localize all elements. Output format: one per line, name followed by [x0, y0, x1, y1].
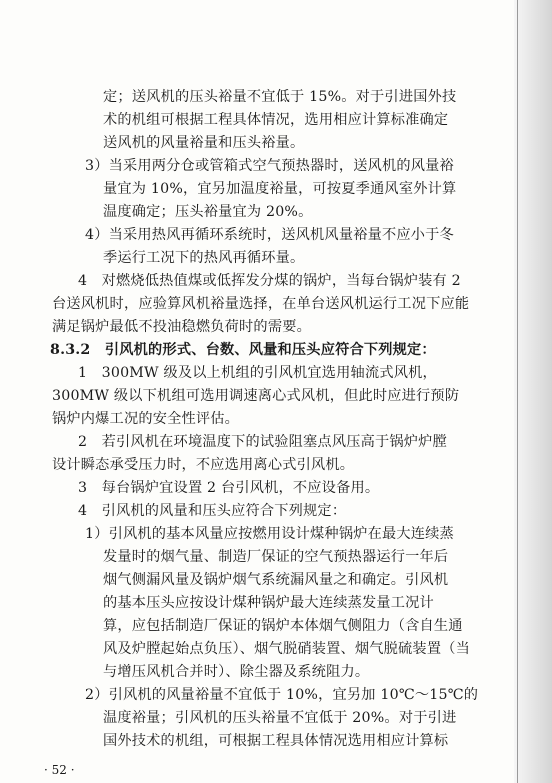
text-line: 300MW 级以下机组可选用调速离心式风机，但此时应进行预防: [52, 388, 460, 404]
text-line: 量宜为 10%，宜另加温度裕量，可按夏季通风室外计算: [103, 181, 457, 197]
text-line: 台送风机时，应验算风机裕量选择，在单台送风机运行工况下应能: [52, 296, 470, 312]
paragraph-start: 3 每台锅炉宜设置 2 台引风机，不应设备用。: [78, 480, 380, 496]
page-edge-line: [517, 0, 518, 783]
paragraph-start: 2 若引风机在环境温度下的试验阻塞点风压高于锅炉炉膛: [78, 434, 447, 450]
section-heading: 8.3.2 引风机的形式、台数、风量和压头应符合下列规定：: [50, 342, 436, 358]
text-line: 设计瞬态承受压力时，不应选用离心式引风机。: [52, 457, 355, 473]
text-line: 送风机的风量裕量和压头裕量。: [103, 135, 305, 151]
list-item: 1）引风机的基本风量应按燃用设计煤种锅炉在最大连续蒸: [85, 526, 454, 542]
page-number: · 52 ·: [44, 763, 75, 777]
text-line: 定；送风机的压头裕量不宜低于 15%。对于引进国外技: [103, 89, 457, 105]
text-line: 温度确定；压头裕量宜为 20%。: [103, 204, 313, 220]
paragraph-start: 4 对燃烧低热值煤或低挥发分煤的锅炉，当每台锅炉装有 2: [78, 273, 461, 289]
text-line: 发量时的烟气量、制造厂保证的空气预热器运行一年后: [103, 549, 449, 565]
list-item: 2）引风机的风量裕量不宜低于 10%，宜另加 10℃～15℃的: [85, 687, 479, 703]
paragraph-start: 4 引风机的风量和压头应符合下列规定：: [78, 503, 347, 519]
list-item: 4）当采用热风再循环系统时，送风机风量裕量不应小于冬: [85, 227, 454, 243]
text-line: 算，应包括制造厂保证的锅炉本体烟气侧阻力（含自生通: [103, 618, 463, 634]
list-item: 3）当采用两分仓或管箱式空气预热器时，送风机的风量裕: [85, 158, 454, 174]
text-line: 与增压风机合并时）、除尘器及系统阻力。: [103, 664, 370, 680]
text-line: 烟气侧漏风量及锅炉烟气系统漏风量之和确定。引风机: [103, 572, 449, 588]
page-edge: [514, 0, 552, 783]
text-line: 温度裕量；引风机的压头裕量不宜低于 20%。对于引进: [103, 710, 457, 726]
paragraph-start: 1 300MW 级及以上机组的引风机宜选用轴流式风机，: [78, 365, 437, 381]
text-line: 国外技术的机组，可根据工程具体情况选用相应计算标: [103, 733, 449, 749]
text-line: 满足锅炉最低不投油稳燃负荷时的需要。: [52, 319, 311, 335]
text-line: 风及炉膛起始点负压）、烟气脱硝装置、烟气脱硫装置（当: [103, 641, 470, 657]
text-line: 术的机组可根据工程具体情况，选用相应计算标准确定: [103, 112, 449, 128]
text-line: 的基本压头应按设计煤种锅炉最大连续蒸发量工况计: [103, 595, 434, 611]
text-line: 锅炉内爆工况的安全性评估。: [52, 411, 240, 427]
text-line: 季运行工况下的热风再循环量。: [103, 250, 305, 266]
